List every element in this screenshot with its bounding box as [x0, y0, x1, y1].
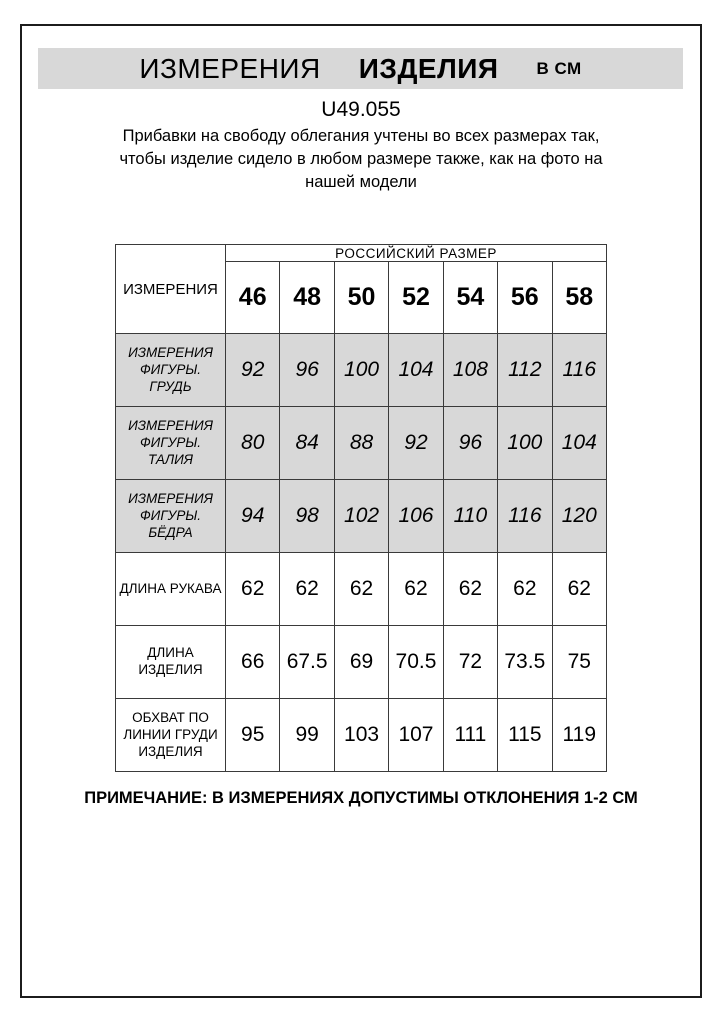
row-label: ИЗМЕРЕНИЯ ФИГУРЫ. ТАЛИЯ: [116, 407, 226, 480]
fit-description: Прибавки на свободу облегания учтены во всех размерах так, чтобы изделие сидело в любом размере также, как на фото на нашей модели: [119, 127, 603, 191]
size-value-cell: 119: [552, 699, 606, 772]
size-value-cell: 80: [226, 407, 280, 480]
size-value-cell: 66: [226, 626, 280, 699]
size-value-cell: 69: [334, 626, 388, 699]
size-value-cell: 110: [443, 480, 497, 553]
size-value-cell: 100: [334, 334, 388, 407]
size-value-cell: 102: [334, 480, 388, 553]
size-value-cell: 94: [226, 480, 280, 553]
size-value-cell: 100: [498, 407, 552, 480]
size-table-head: [116, 245, 607, 334]
title-word-measurements: ИЗМЕРЕНИЯ: [139, 52, 321, 84]
size-value-cell: 95: [226, 699, 280, 772]
size-header-cell: 54: [443, 262, 497, 334]
size-value-cell: 62: [334, 553, 388, 626]
size-value-cell: 62: [498, 553, 552, 626]
row-label: ДЛИНА ИЗДЕЛИЯ: [116, 626, 226, 699]
size-value-cell: 103: [334, 699, 388, 772]
row-label: ДЛИНА РУКАВА: [116, 553, 226, 626]
size-table-body: [116, 334, 607, 772]
russian-size-group-header: РОССИЙСКИЙ РАЗМЕР: [226, 245, 607, 262]
group-header-row: [116, 245, 607, 262]
corner-header-cell: ИЗМЕРЕНИЯ: [116, 245, 226, 334]
size-value-cell: 115: [498, 699, 552, 772]
size-header-cell: 50: [334, 262, 388, 334]
size-value-cell: 70.5: [389, 626, 443, 699]
size-value-cell: 116: [552, 334, 606, 407]
size-value-cell: 120: [552, 480, 606, 553]
size-value-cell: 62: [280, 553, 334, 626]
size-header-cell: 58: [552, 262, 606, 334]
table-row: [116, 699, 607, 772]
row-label: ИЗМЕРЕНИЯ ФИГУРЫ. БЁДРА: [116, 480, 226, 553]
size-value-cell: 67.5: [280, 626, 334, 699]
size-value-cell: 104: [389, 334, 443, 407]
title-units-cm: В СМ: [536, 58, 582, 78]
size-value-cell: 62: [443, 553, 497, 626]
page-border: [20, 24, 702, 998]
size-table: [115, 244, 607, 772]
size-header-cell: 56: [498, 262, 552, 334]
table-row: [116, 553, 607, 626]
size-value-cell: 72: [443, 626, 497, 699]
size-value-cell: 92: [389, 407, 443, 480]
size-value-cell: 92: [226, 334, 280, 407]
size-value-cell: 75: [552, 626, 606, 699]
table-row: [116, 480, 607, 553]
size-header-cell: 46: [226, 262, 280, 334]
size-value-cell: 111: [443, 699, 497, 772]
size-header-cell: 48: [280, 262, 334, 334]
size-value-cell: 96: [280, 334, 334, 407]
row-label: ОБХВАТ ПО ЛИНИИ ГРУДИ ИЗДЕЛИЯ: [116, 699, 226, 772]
size-value-cell: 107: [389, 699, 443, 772]
size-value-cell: 84: [280, 407, 334, 480]
size-value-cell: 96: [443, 407, 497, 480]
table-row: [116, 626, 607, 699]
size-value-cell: 73.5: [498, 626, 552, 699]
tolerance-note: ПРИМЕЧАНИЕ: В ИЗМЕРЕНИЯХ ДОПУСТИМЫ ОТКЛОНЕНИЯ 1-2 СМ: [84, 789, 638, 808]
size-value-cell: 62: [226, 553, 280, 626]
product-code: U49.055: [321, 98, 401, 121]
size-value-cell: 62: [552, 553, 606, 626]
title-word-product: ИЗДЕЛИЯ: [358, 52, 499, 84]
size-value-cell: 108: [443, 334, 497, 407]
row-label: ИЗМЕРЕНИЯ ФИГУРЫ. ГРУДЬ: [116, 334, 226, 407]
size-value-cell: 62: [389, 553, 443, 626]
table-row: [116, 407, 607, 480]
size-value-cell: 99: [280, 699, 334, 772]
size-value-cell: 116: [498, 480, 552, 553]
size-value-cell: 104: [552, 407, 606, 480]
size-value-cell: 98: [280, 480, 334, 553]
size-value-cell: 88: [334, 407, 388, 480]
size-value-cell: 106: [389, 480, 443, 553]
size-header-cell: 52: [389, 262, 443, 334]
title-bar: [38, 48, 683, 89]
size-value-cell: 112: [498, 334, 552, 407]
table-row: [116, 334, 607, 407]
